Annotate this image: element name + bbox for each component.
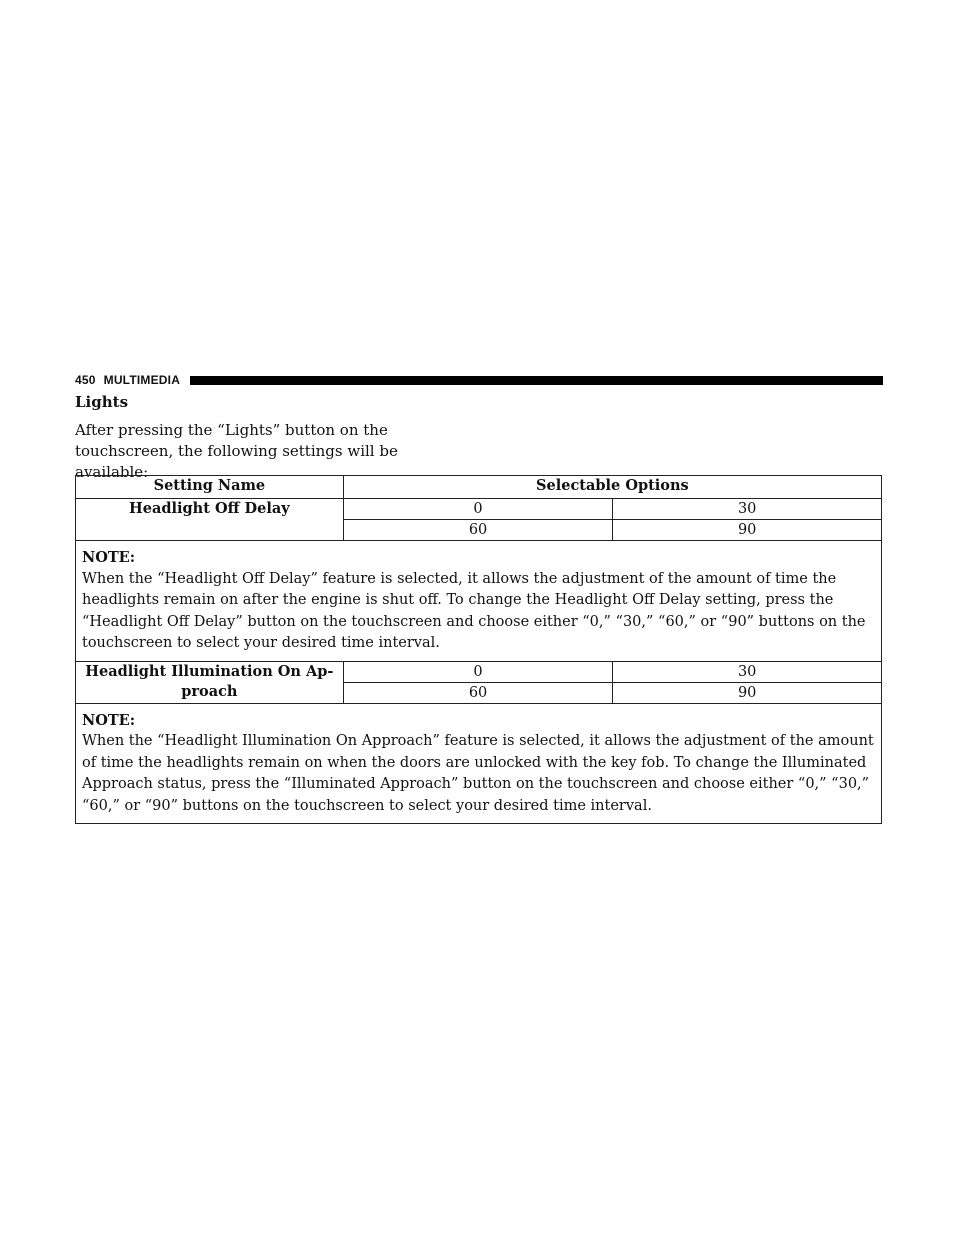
- page-header: [75, 372, 883, 388]
- option-cell: 90: [613, 682, 882, 703]
- note-text: When the “Headlight Off Delay” feature is selected, it allows the adjustment of the amount of time the headlights remain on after the engine is shut off. To change the Headlight Off Delay setting, press the “Headlight Off Delay” button on the touchscreen and choose either “0,” “30,” “60,” or “90” buttons on the touchscreen to select your desired time interval.: [82, 570, 866, 651]
- setting-name-headlight-off-delay: Headlight Off Delay: [76, 499, 344, 541]
- header-rule: [190, 376, 883, 385]
- option-cell: 0: [343, 499, 613, 520]
- column-header-setting-name: Setting Name: [76, 476, 344, 499]
- setting-name-line: Headlight Illumination On Ap-: [85, 662, 334, 680]
- option-cell: 90: [613, 520, 882, 541]
- settings-table: [75, 475, 882, 824]
- option-cell: 60: [343, 520, 613, 541]
- table-row: [76, 499, 882, 520]
- note-cell: [76, 541, 882, 662]
- option-cell: 60: [343, 682, 613, 703]
- note-cell: [76, 703, 882, 824]
- page-number: 450: [75, 373, 96, 387]
- note-label: NOTE:: [82, 549, 136, 566]
- section-heading: Lights: [75, 393, 129, 411]
- column-header-selectable-options: Selectable Options: [343, 476, 881, 499]
- option-cell: 30: [613, 661, 882, 682]
- note-label: NOTE:: [82, 711, 136, 729]
- note-row: [76, 703, 882, 824]
- table-header-row: [76, 476, 882, 499]
- table-row: [76, 661, 882, 682]
- option-cell: 0: [343, 661, 613, 682]
- setting-name-headlight-illumination: [76, 661, 344, 703]
- section-title: MULTIMEDIA: [103, 373, 181, 387]
- note-text: When the “Headlight Illumination On Approach” feature is selected, it allows the adjustment of the amount of time the headlights remain on when the doors are unlocked with the key fob. To change the Illuminated Approach status, press the “Illuminated Approach” button on the touchscreen and choose either “0,” “30,” “60,” or “90” buttons on the touchscreen to select your desired time interval.: [82, 733, 874, 814]
- note-row: [76, 541, 882, 662]
- setting-name-line: proach: [181, 682, 238, 700]
- option-cell: 30: [613, 499, 882, 520]
- intro-paragraph: After pressing the “Lights” button on the touchscreen, the following settings will be available:: [75, 421, 398, 481]
